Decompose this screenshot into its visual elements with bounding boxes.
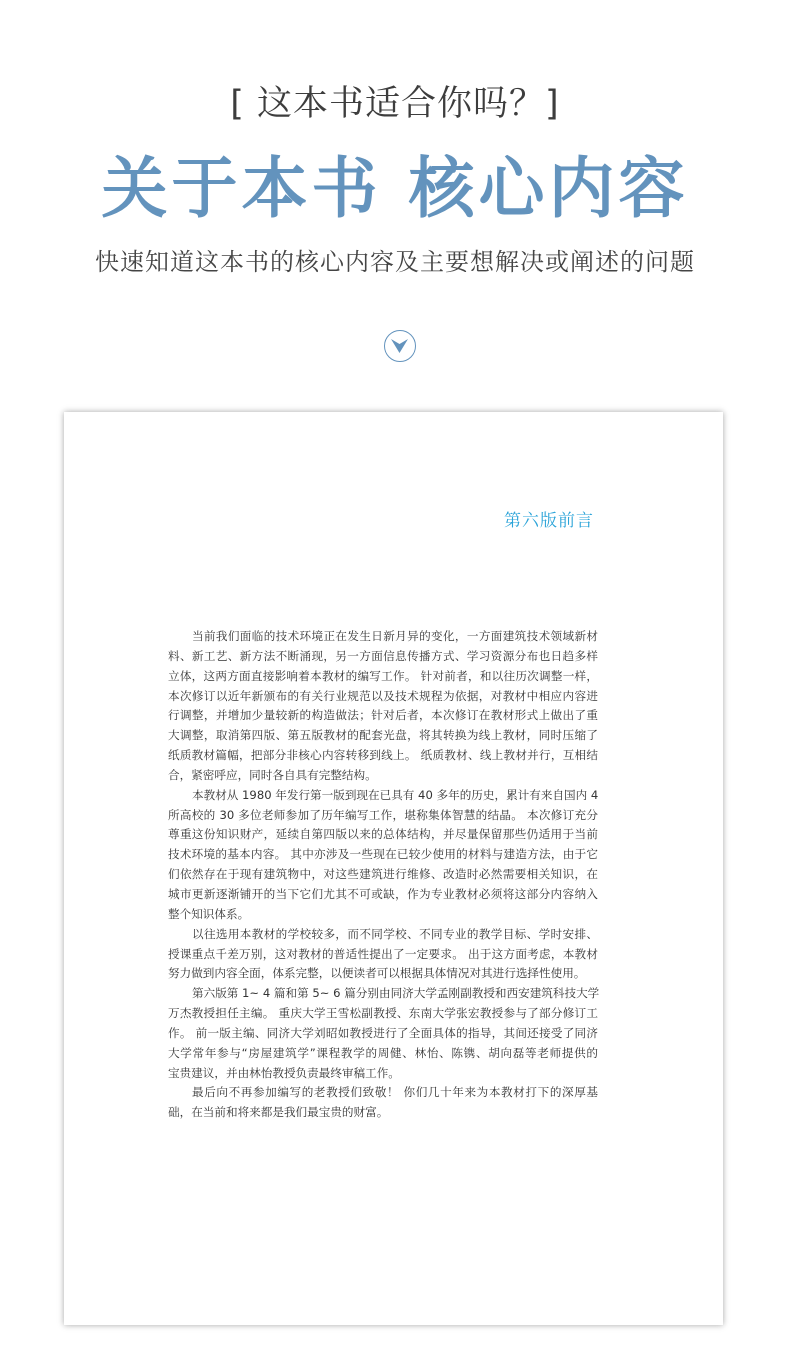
section-question: [ 这本书适合你吗？] <box>230 84 560 124</box>
text-line: 大调整，取消第四版、第五版教材的配套光盘，将其转换为线上教材，同时压缩了 <box>168 728 598 743</box>
page-heading: 第六版前言 <box>504 511 594 531</box>
book-page <box>64 412 723 1325</box>
text-line: 技术环境的基本内容。 其中亦涉及一些现在已较少使用的材料与建造方法，由于它 <box>168 847 598 862</box>
preface-paragraph <box>168 627 598 786</box>
text-line: 以往选用本教材的学校较多，而不同学校、不同专业的教学目标、学时安排、 <box>192 926 598 941</box>
text-line: 最后向不再参加编写的老教授们致敬！ 你们几十年来为本教材打下的深厚基 <box>192 1085 598 1100</box>
preface-paragraph <box>168 925 598 985</box>
text-line: 努力做到内容全面，体系完整，以便读者可以根据具体情况对其进行选择性使用。 <box>168 966 586 981</box>
preface-paragraph <box>168 1083 598 1123</box>
preface-body <box>168 627 598 1123</box>
text-line: 们依然存在于现有建筑物中，对这些建筑进行维修、改造时必然需要相关知识，在 <box>168 867 598 882</box>
chevron-down-circle-icon[interactable] <box>384 330 416 362</box>
text-line: 万杰教授担任主编。 重庆大学王雪松副教授、东南大学张宏教授参与了部分修订工 <box>168 1006 598 1021</box>
text-line: 第六版第 1~ 4 篇和第 5~ 6 篇分别由同济大学孟刚副教授和西安建筑科技大学 <box>192 986 600 1001</box>
text-line: 大学常年参与“房屋建筑学”课程教学的周健、林怡、陈镌、胡向磊等老师提供的 <box>168 1045 598 1060</box>
text-line: 授课重点千差万别，这对教材的普适性提出了一定要求。 出于这方面考虑，本教材 <box>168 946 598 961</box>
section-subtitle: 快速知道这本书的核心内容及主要想解决或阐述的问题 <box>95 248 695 276</box>
text-line: 行调整，并增加少量较新的构造做法；针对后者，本次修订在教材形式上做出了重 <box>168 708 598 723</box>
preface-paragraph <box>168 984 598 1083</box>
text-line: 本次修订以近年新颁布的有关行业规范以及技术规程为依据，对教材中相应内容进 <box>168 688 598 703</box>
preface-paragraph <box>168 786 598 925</box>
text-line: 宝贵建议，并由林怡教授负责最终审稿工作。 <box>168 1065 400 1080</box>
text-line: 整个知识体系。 <box>168 906 250 921</box>
text-line: 本教材从 1980 年发行第一版到现在已具有 40 多年的历史，累计有来自国内 4 <box>192 787 599 802</box>
text-line: 料、新工艺、新方法不断涌现，另一方面信息传播方式、学习资源分布也日趋多样 <box>168 648 598 663</box>
text-line: 城市更新逐渐铺开的当下它们尤其不可或缺，作为专业教材必须将这部分内容纳入 <box>168 886 598 901</box>
text-line: 所高校的 30 多位老师参加了历年编写工作，堪称集体智慧的结晶。 本次修订充分 <box>168 807 598 822</box>
text-line: 立体，这两方面直接影响着本教材的编写工作。 针对前者，和以往历次调整一样， <box>168 668 598 683</box>
text-line: 当前我们面临的技术环境正在发生日新月异的变化，一方面建筑技术领域新材 <box>192 629 598 643</box>
text-line: 作。 前一版主编、同济大学刘昭如教授进行了全面具体的指导，其间还接受了同济 <box>168 1025 598 1040</box>
text-line: 合，紧密呼应，同时各自具有完整结构。 <box>168 767 377 782</box>
text-line: 础，在当前和将来都是我们最宝贵的财富。 <box>168 1105 389 1120</box>
section-title: 关于本书 核心内容 <box>101 149 689 227</box>
text-line: 纸质教材篇幅，把部分非核心内容转移到线上。 纸质教材、线上教材并行，互相结 <box>168 748 598 763</box>
text-line: 尊重这份知识财产，延续自第四版以来的总体结构，并尽量保留那些仍适用于当前 <box>168 827 598 842</box>
